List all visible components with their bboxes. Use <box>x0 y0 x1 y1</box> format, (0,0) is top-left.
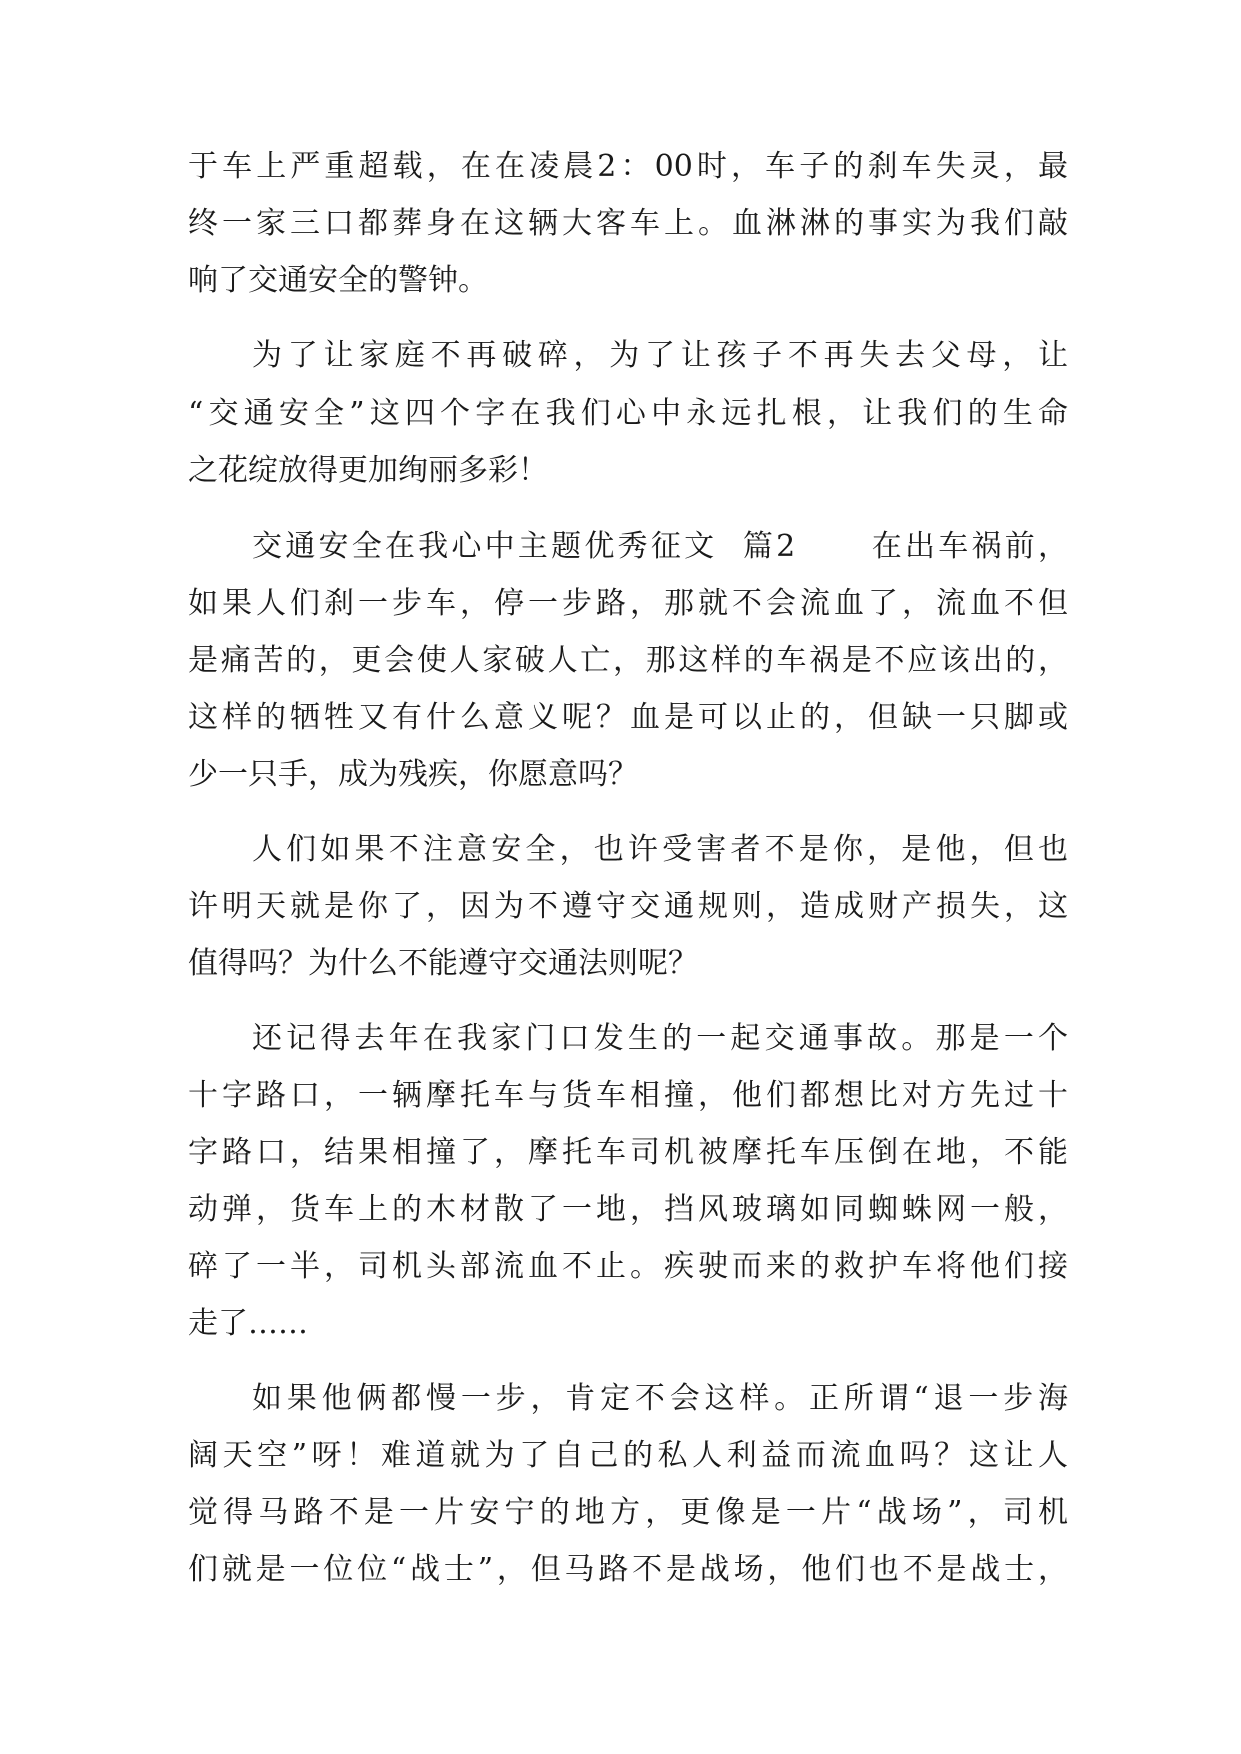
text-line: 这样的牺牲又有什么意义呢？血是可以止的，但缺一只脚或 <box>188 700 1068 735</box>
text-line: 于车上严重超载，在在凌晨2：00时，车子的刹车失灵，最 <box>188 149 1068 184</box>
text-line: “交通安全”这四个字在我们心中永远扎根，让我们的生命 <box>188 396 1068 431</box>
section-heading-line: 交通安全在我心中主题优秀征文 篇2 在出车祸前， <box>252 529 1068 564</box>
text-line: 响了交通安全的警钟。 <box>188 263 488 298</box>
text-line: 如果他俩都慢一步，肯定不会这样。正所谓“退一步海 <box>252 1381 1068 1416</box>
text-line: 如果人们刹一步车，停一步路，那就不会流血了，流血不但 <box>188 586 1068 621</box>
text-line: 碎了一半，司机头部流血不止。疾驶而来的救护车将他们接 <box>188 1249 1068 1284</box>
text-line: 动弹，货车上的木材散了一地，挡风玻璃如同蜘蛛网一般， <box>188 1192 1068 1227</box>
text-line: 觉得马路不是一片安宁的地方，更像是一片“战场”，司机 <box>188 1495 1068 1530</box>
text-line: 们就是一位位“战士”，但马路不是战场，他们也不是战士， <box>188 1552 1068 1587</box>
text-line: 阔天空”呀！难道就为了自己的私人利益而流血吗？这让人 <box>188 1438 1068 1473</box>
text-line: 人们如果不注意安全，也许受害者不是你，是他，但也 <box>252 832 1068 867</box>
text-line: 之花绽放得更加绚丽多彩！ <box>188 453 548 488</box>
text-line: 值得吗？为什么不能遵守交通法则呢？ <box>188 946 698 981</box>
text-line: 走了…… <box>188 1306 308 1341</box>
text-line: 还记得去年在我家门口发生的一起交通事故。那是一个 <box>252 1021 1068 1056</box>
text-line: 字路口，结果相撞了，摩托车司机被摩托车压倒在地，不能 <box>188 1135 1068 1170</box>
text-line: 许明天就是你了，因为不遵守交通规则，造成财产损失，这 <box>188 889 1068 924</box>
text-line: 为了让家庭不再破碎，为了让孩子不再失去父母，让 <box>252 338 1068 373</box>
text-line: 少一只手，成为残疾，你愿意吗？ <box>188 757 638 792</box>
text-line: 终一家三口都葬身在这辆大客车上。血淋淋的事实为我们敲 <box>188 206 1068 241</box>
text-line: 是痛苦的，更会使人家破人亡，那这样的车祸是不应该出的， <box>188 643 1068 678</box>
text-line: 十字路口，一辆摩托车与货车相撞，他们都想比对方先过十 <box>188 1078 1068 1113</box>
